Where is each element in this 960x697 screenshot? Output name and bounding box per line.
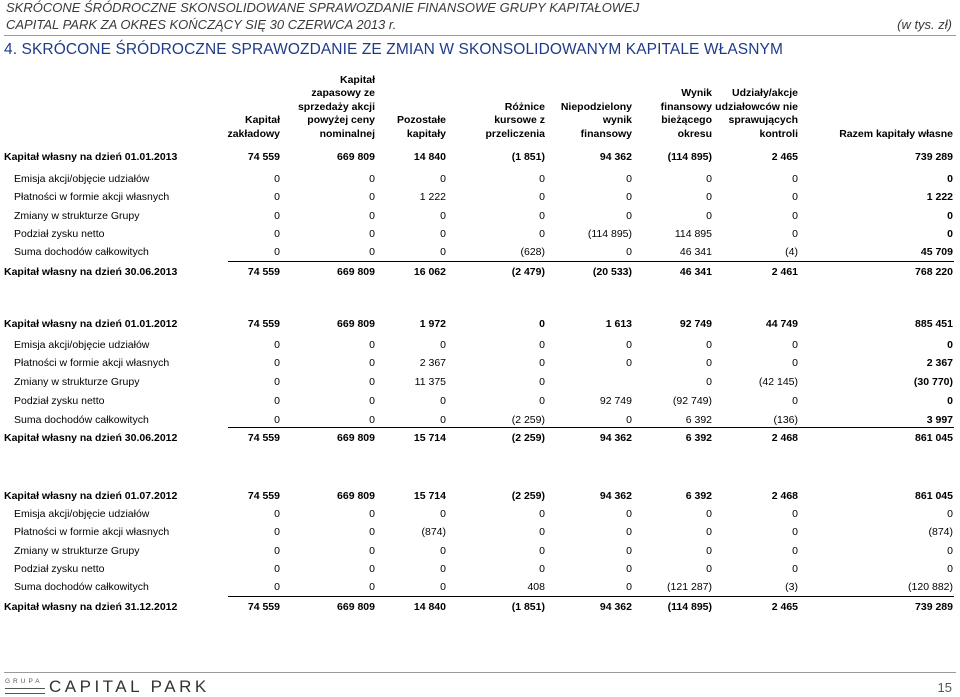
cell-razem-kapitaly: 45 709	[920, 246, 953, 258]
cell-wynik-biezacego-okresu: (92 749)	[672, 395, 712, 407]
cell-niepodzielony-wynik: 94 362	[599, 490, 632, 502]
table-row	[0, 357, 960, 371]
row-label: Zmiany w strukturze Grupy	[14, 545, 140, 557]
table-row	[0, 545, 960, 559]
header-divider	[4, 35, 956, 36]
row-label: Kapitał własny na dzień 30.06.2013	[4, 266, 178, 278]
cell-kapital-zakladowy: 74 559	[247, 601, 280, 613]
row-label: Kapitał własny na dzień 01.01.2013	[4, 151, 178, 163]
row-label: Płatności w formie akcji własnych	[14, 191, 170, 203]
cell-niepodzielony-wynik: 0	[626, 563, 632, 575]
cell-kapital-zapasowy: 0	[369, 228, 375, 240]
cell-roznice-kursowe: (1 851)	[511, 601, 545, 613]
cell-roznice-kursowe: (2 259)	[511, 414, 545, 426]
table-row	[0, 432, 960, 446]
table-row	[0, 376, 960, 390]
row-label: Zmiany w strukturze Grupy	[14, 210, 140, 222]
cell-kapital-zakladowy: 74 559	[247, 266, 280, 278]
cell-pozostale-kapitaly: 2 367	[419, 357, 446, 369]
cell-kapital-zapasowy: 669 809	[337, 151, 375, 163]
unit-label: (w tys. zł)	[897, 17, 952, 32]
cell-kapital-zakladowy: 0	[274, 357, 280, 369]
table-row	[0, 318, 960, 332]
cell-razem-kapitaly: 0	[947, 339, 953, 351]
cell-roznice-kursowe: 0	[539, 563, 545, 575]
cell-udzialy-niekontrolujace: 0	[792, 563, 798, 575]
cell-wynik-biezacego-okresu: (114 895)	[667, 151, 712, 163]
cell-kapital-zakladowy: 74 559	[247, 151, 280, 163]
cell-razem-kapitaly: 3 997	[926, 414, 953, 426]
cell-razem-kapitaly: 739 289	[915, 601, 953, 613]
cell-wynik-biezacego-okresu: 0	[706, 508, 712, 520]
cell-pozostale-kapitaly: 0	[440, 246, 446, 258]
cell-razem-kapitaly: 861 045	[915, 432, 953, 444]
cell-niepodzielony-wynik: 0	[626, 210, 632, 222]
table-row	[0, 266, 960, 280]
cell-wynik-biezacego-okresu: 0	[706, 526, 712, 538]
cell-niepodzielony-wynik: (20 533)	[592, 266, 632, 278]
row-label: Kapitał własny na dzień 01.01.2012	[4, 318, 178, 330]
row-label: Emisja akcji/objęcie udziałów	[14, 339, 150, 351]
cell-niepodzielony-wynik: 0	[626, 526, 632, 538]
cell-pozostale-kapitaly: 14 840	[413, 151, 446, 163]
cell-kapital-zapasowy: 669 809	[337, 601, 375, 613]
cell-niepodzielony-wynik: 0	[626, 414, 632, 426]
cell-roznice-kursowe: (628)	[520, 246, 545, 258]
cell-niepodzielony-wynik: 0	[626, 508, 632, 520]
cell-wynik-biezacego-okresu: 0	[706, 339, 712, 351]
cell-niepodzielony-wynik: 94 362	[599, 601, 632, 613]
cell-kapital-zakladowy: 0	[274, 191, 280, 203]
cell-kapital-zakladowy: 0	[274, 526, 280, 538]
cell-wynik-biezacego-okresu: 6 392	[685, 432, 712, 444]
cell-kapital-zapasowy: 0	[369, 246, 375, 258]
table-rule	[228, 427, 954, 428]
cell-razem-kapitaly: 739 289	[915, 151, 953, 163]
cell-niepodzielony-wynik: 0	[626, 246, 632, 258]
cell-pozostale-kapitaly: 11 375	[414, 376, 446, 388]
cell-razem-kapitaly: 2 367	[926, 357, 953, 369]
cell-kapital-zapasowy: 669 809	[337, 266, 375, 278]
cell-kapital-zapasowy: 669 809	[337, 318, 375, 330]
cell-kapital-zakladowy: 0	[274, 228, 280, 240]
cell-razem-kapitaly: (874)	[928, 526, 953, 538]
cell-kapital-zapasowy: 0	[369, 357, 375, 369]
row-label: Suma dochodów całkowitych	[14, 581, 149, 593]
cell-niepodzielony-wynik: 92 749	[599, 395, 632, 407]
cell-roznice-kursowe: 0	[539, 318, 545, 330]
cell-udzialy-niekontrolujace: 0	[792, 357, 798, 369]
cell-razem-kapitaly: 1 222	[926, 191, 953, 203]
cell-kapital-zakladowy: 0	[274, 508, 280, 520]
cell-razem-kapitaly: 0	[947, 395, 953, 407]
cell-wynik-biezacego-okresu: 0	[706, 376, 712, 388]
cell-pozostale-kapitaly: 0	[440, 508, 446, 520]
cell-niepodzielony-wynik: 94 362	[599, 432, 632, 444]
cell-kapital-zapasowy: 0	[369, 395, 375, 407]
cell-kapital-zakladowy: 74 559	[247, 490, 280, 502]
cell-kapital-zapasowy: 0	[369, 563, 375, 575]
table-row	[0, 490, 960, 504]
cell-pozostale-kapitaly: 0	[440, 545, 446, 557]
row-label: Kapitał własny na dzień 30.06.2012	[4, 432, 178, 444]
cell-kapital-zakladowy: 0	[274, 246, 280, 258]
cell-kapital-zapasowy: 0	[369, 581, 375, 593]
cell-udzialy-niekontrolujace: 0	[792, 395, 798, 407]
cell-udzialy-niekontrolujace: 0	[792, 210, 798, 222]
cell-udzialy-niekontrolujace: 2 461	[771, 266, 798, 278]
cell-udzialy-niekontrolujace: 0	[792, 228, 798, 240]
cell-udzialy-niekontrolujace: 0	[792, 191, 798, 203]
logo-bars-icon	[5, 688, 45, 694]
column-header-kapital-zakladowy: Kapitał zakładowy	[227, 114, 280, 140]
cell-wynik-biezacego-okresu: 0	[706, 173, 712, 185]
cell-kapital-zapasowy: 669 809	[337, 490, 375, 502]
cell-pozostale-kapitaly: 0	[440, 563, 446, 575]
cell-roznice-kursowe: 0	[539, 228, 545, 240]
cell-pozostale-kapitaly: 14 840	[413, 601, 446, 613]
cell-kapital-zakladowy: 0	[274, 581, 280, 593]
cell-pozostale-kapitaly: 0	[440, 228, 446, 240]
table-row	[0, 508, 960, 522]
table-row	[0, 339, 960, 353]
cell-razem-kapitaly: 0	[947, 545, 953, 557]
table-row	[0, 601, 960, 615]
cell-kapital-zakladowy: 0	[274, 339, 280, 351]
table-row	[0, 173, 960, 187]
table-row	[0, 414, 960, 428]
column-header-razem-kapitaly: Razem kapitały własne	[839, 127, 953, 140]
cell-kapital-zapasowy: 0	[369, 173, 375, 185]
cell-kapital-zapasowy: 0	[369, 526, 375, 538]
footer-divider	[4, 672, 956, 673]
cell-kapital-zakladowy: 74 559	[247, 318, 280, 330]
cell-roznice-kursowe: 0	[539, 339, 545, 351]
cell-wynik-biezacego-okresu: 0	[706, 545, 712, 557]
table-row	[0, 581, 960, 595]
cell-razem-kapitaly: 861 045	[915, 490, 953, 502]
cell-roznice-kursowe: 0	[539, 526, 545, 538]
cell-pozostale-kapitaly: 0	[440, 581, 446, 593]
row-label: Płatności w formie akcji własnych	[14, 526, 170, 538]
cell-niepodzielony-wynik: 1 613	[605, 318, 632, 330]
cell-razem-kapitaly: 0	[947, 173, 953, 185]
table-row	[0, 151, 960, 165]
row-label: Kapitał własny na dzień 31.12.2012	[4, 601, 178, 613]
cell-razem-kapitaly: 0	[947, 563, 953, 575]
cell-kapital-zapasowy: 0	[369, 508, 375, 520]
cell-niepodzielony-wynik: 0	[626, 357, 632, 369]
cell-wynik-biezacego-okresu: 92 749	[679, 318, 712, 330]
row-label: Kapitał własny na dzień 01.07.2012	[4, 490, 178, 502]
table-row	[0, 228, 960, 242]
cell-wynik-biezacego-okresu: (114 895)	[667, 601, 712, 613]
cell-niepodzielony-wynik: 0	[626, 339, 632, 351]
cell-kapital-zakladowy: 0	[274, 414, 280, 426]
cell-roznice-kursowe: (1 851)	[511, 151, 545, 163]
cell-niepodzielony-wynik: 0	[626, 173, 632, 185]
row-label: Emisja akcji/objęcie udziałów	[14, 173, 150, 185]
column-header-kapital-zapasowy: Kapitał zapasowy ze sprzedaży akcji powyżej ceny nominalnej	[297, 73, 375, 140]
row-label: Emisja akcji/objęcie udziałów	[14, 508, 150, 520]
cell-udzialy-niekontrolujace: 44 749	[765, 318, 798, 330]
cell-niepodzielony-wynik: 94 362	[599, 151, 632, 163]
cell-kapital-zapasowy: 0	[369, 414, 375, 426]
row-label: Suma dochodów całkowitych	[14, 414, 149, 426]
cell-kapital-zapasowy: 669 809	[337, 432, 375, 444]
row-label: Podział zysku netto	[14, 563, 105, 575]
cell-pozostale-kapitaly: 0	[440, 339, 446, 351]
row-label: Suma dochodów całkowitych	[14, 246, 149, 258]
cell-roznice-kursowe: 0	[539, 508, 545, 520]
column-header-roznice-kursowe: Różnice kursowe z przeliczenia	[485, 100, 545, 140]
column-header-udzialy-niekontrolujace: Udziały/akcje udziałowców nie sprawujących kontroli	[715, 87, 798, 140]
cell-pozostale-kapitaly: 0	[440, 414, 446, 426]
cell-razem-kapitaly: 885 451	[915, 318, 953, 330]
cell-kapital-zapasowy: 0	[369, 191, 375, 203]
row-label: Płatności w formie akcji własnych	[14, 357, 170, 369]
cell-razem-kapitaly: 0	[947, 228, 953, 240]
cell-udzialy-niekontrolujace: (136)	[773, 414, 798, 426]
column-header-niepodzielony-wynik: Niepodzielony wynik finansowy	[560, 100, 632, 140]
column-header-wynik-biezacego-okresu: Wynik finansowy bieżącego okresu	[660, 87, 712, 140]
cell-roznice-kursowe: 0	[539, 376, 545, 388]
cell-pozostale-kapitaly: 15 714	[413, 490, 446, 502]
table-rule	[228, 596, 954, 597]
cell-wynik-biezacego-okresu: 0	[706, 210, 712, 222]
cell-roznice-kursowe: (2 259)	[511, 432, 545, 444]
cell-wynik-biezacego-okresu: 46 341	[679, 266, 712, 278]
cell-razem-kapitaly: (30 770)	[913, 376, 953, 388]
table-row	[0, 526, 960, 540]
cell-pozostale-kapitaly: 1 222	[419, 191, 446, 203]
cell-razem-kapitaly: (120 882)	[908, 581, 953, 593]
cell-udzialy-niekontrolujace: (4)	[785, 246, 798, 258]
report-header-line-1: SKRÓCONE ŚRÓDROCZNE SKONSOLIDOWANE SPRAWOZDANIE FINANSOWE GRUPY KAPITAŁOWEJ	[6, 0, 640, 15]
cell-wynik-biezacego-okresu: 6 392	[685, 414, 712, 426]
cell-kapital-zakladowy: 0	[274, 376, 280, 388]
row-label: Zmiany w strukturze Grupy	[14, 376, 140, 388]
cell-kapital-zakladowy: 0	[274, 545, 280, 557]
cell-roznice-kursowe: 0	[539, 210, 545, 222]
cell-pozostale-kapitaly: (874)	[421, 526, 446, 538]
cell-wynik-biezacego-okresu: 114 895	[674, 228, 712, 240]
row-label: Podział zysku netto	[14, 228, 105, 240]
cell-udzialy-niekontrolujace: (42 145)	[758, 376, 798, 388]
table-row	[0, 191, 960, 205]
cell-wynik-biezacego-okresu: 0	[706, 563, 712, 575]
cell-pozostale-kapitaly: 1 972	[419, 318, 446, 330]
row-label: Podział zysku netto	[14, 395, 105, 407]
cell-niepodzielony-wynik: 0	[626, 191, 632, 203]
cell-pozostale-kapitaly: 0	[440, 173, 446, 185]
cell-udzialy-niekontrolujace: 2 465	[771, 151, 798, 163]
table-row	[0, 563, 960, 577]
cell-kapital-zakladowy: 0	[274, 563, 280, 575]
cell-wynik-biezacego-okresu: 0	[706, 357, 712, 369]
cell-udzialy-niekontrolujace: 0	[792, 339, 798, 351]
logo-grupa-text: GRUPA	[5, 678, 43, 685]
cell-udzialy-niekontrolujace: 0	[792, 508, 798, 520]
cell-udzialy-niekontrolujace: 0	[792, 526, 798, 538]
cell-kapital-zakladowy: 0	[274, 210, 280, 222]
table-row	[0, 246, 960, 260]
cell-kapital-zapasowy: 0	[369, 210, 375, 222]
cell-pozostale-kapitaly: 15 714	[413, 432, 446, 444]
cell-pozostale-kapitaly: 0	[440, 210, 446, 222]
cell-roznice-kursowe: 0	[539, 545, 545, 557]
cell-udzialy-niekontrolujace: 0	[792, 545, 798, 557]
table-rule	[228, 261, 954, 262]
cell-niepodzielony-wynik: 0	[626, 581, 632, 593]
cell-udzialy-niekontrolujace: 0	[792, 173, 798, 185]
cell-roznice-kursowe: (2 259)	[511, 490, 545, 502]
cell-niepodzielony-wynik: (114 895)	[587, 228, 632, 240]
cell-wynik-biezacego-okresu: 6 392	[685, 490, 712, 502]
cell-kapital-zapasowy: 0	[369, 376, 375, 388]
cell-wynik-biezacego-okresu: 46 341	[679, 246, 712, 258]
cell-udzialy-niekontrolujace: 2 465	[771, 601, 798, 613]
cell-roznice-kursowe: 0	[539, 395, 545, 407]
cell-udzialy-niekontrolujace: 2 468	[771, 432, 798, 444]
table-row	[0, 210, 960, 224]
cell-roznice-kursowe: (2 479)	[511, 266, 545, 278]
cell-kapital-zapasowy: 0	[369, 545, 375, 557]
page-number: 15	[937, 680, 952, 695]
cell-kapital-zakladowy: 0	[274, 173, 280, 185]
cell-roznice-kursowe: 0	[539, 357, 545, 369]
cell-razem-kapitaly: 768 220	[915, 266, 953, 278]
cell-kapital-zakladowy: 74 559	[247, 432, 280, 444]
logo-name-text: CAPITAL PARK	[49, 677, 210, 696]
cell-roznice-kursowe: 408	[527, 581, 545, 593]
cell-razem-kapitaly: 0	[947, 210, 953, 222]
cell-niepodzielony-wynik: 0	[626, 545, 632, 557]
cell-razem-kapitaly: 0	[947, 508, 953, 520]
report-header-line-2: CAPITAL PARK ZA OKRES KOŃCZĄCY SIĘ 30 CZERWCA 2013 r.	[6, 17, 397, 32]
cell-roznice-kursowe: 0	[539, 191, 545, 203]
column-header-pozostale-kapitaly: Pozostałe kapitały	[396, 114, 446, 140]
cell-roznice-kursowe: 0	[539, 173, 545, 185]
cell-wynik-biezacego-okresu: 0	[706, 191, 712, 203]
cell-wynik-biezacego-okresu: (121 287)	[667, 581, 712, 593]
cell-udzialy-niekontrolujace: 2 468	[771, 490, 798, 502]
cell-kapital-zapasowy: 0	[369, 339, 375, 351]
cell-udzialy-niekontrolujace: (3)	[785, 581, 798, 593]
cell-pozostale-kapitaly: 16 062	[413, 266, 446, 278]
cell-pozostale-kapitaly: 0	[440, 395, 446, 407]
section-title: 4. SKRÓCONE ŚRÓDROCZNE SPRAWOZDANIE ZE ZMIAN W SKONSOLIDOWANYM KAPITALE WŁASNYM	[4, 41, 783, 58]
table-row	[0, 395, 960, 409]
cell-kapital-zakladowy: 0	[274, 395, 280, 407]
